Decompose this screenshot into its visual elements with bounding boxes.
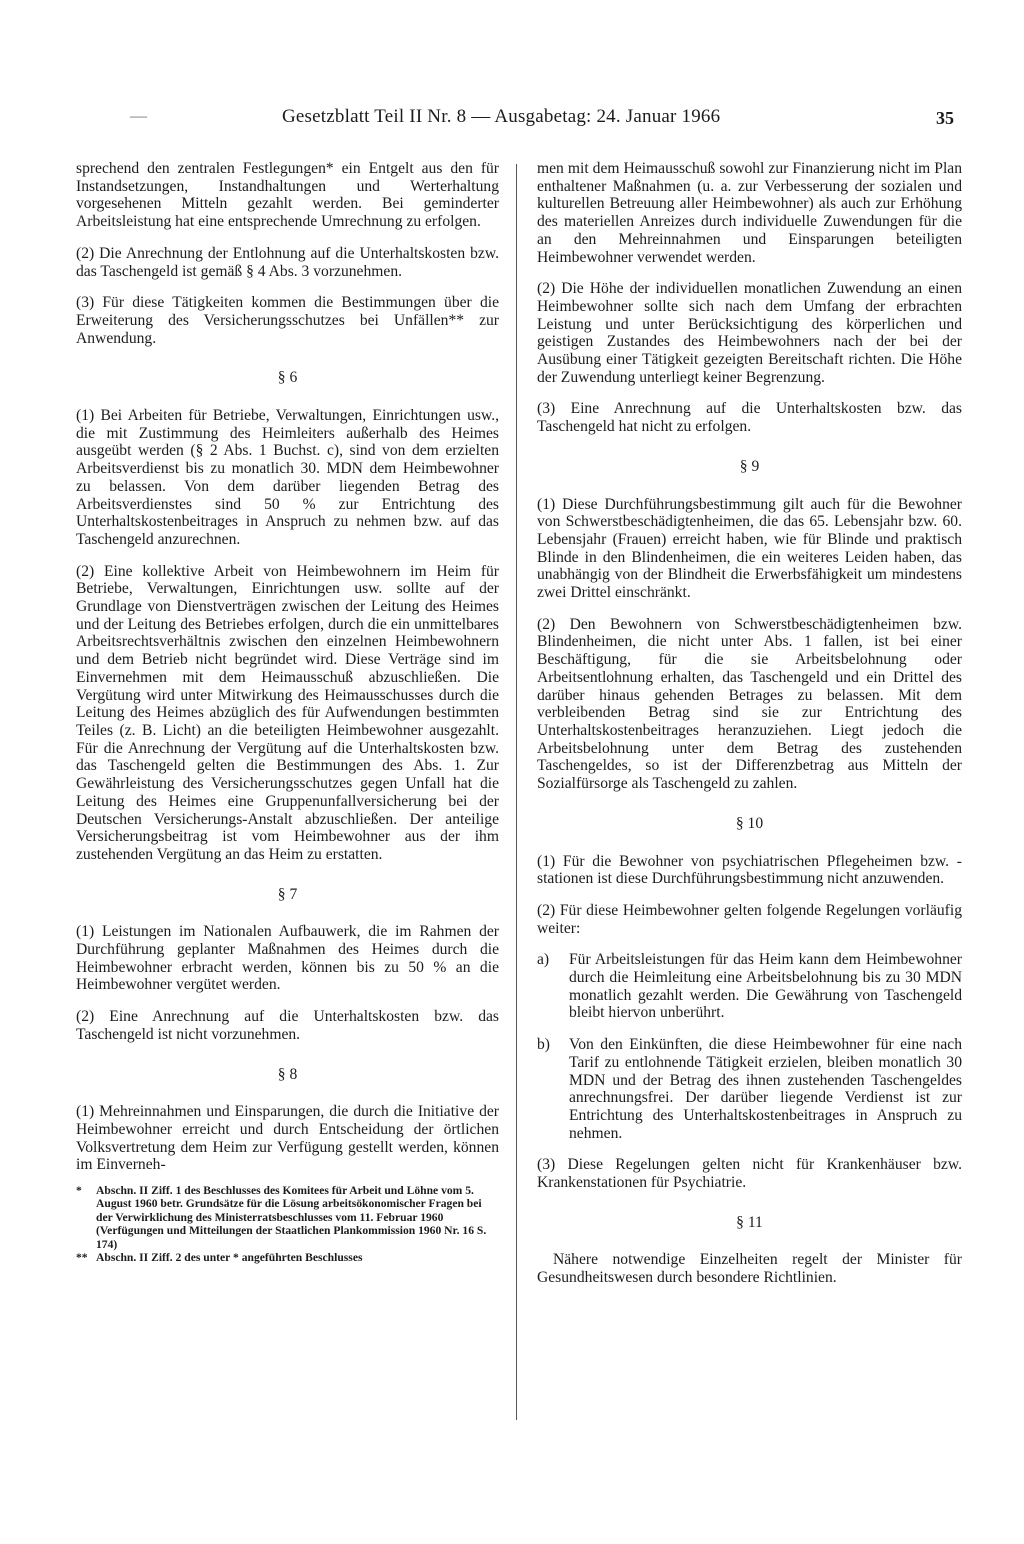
paragraph: (2) Eine kollektive Arbeit von Heimbewohnern im Heim für Betriebe, Verwaltungen, Einrichtungen usw. sollte auf der Grundlage von Dienstverträgen zwischen der Leitung des Heimes und der Leitung des Betriebes erfolgen, durch die ein unmittelbares Arbeitsrechtsverhältnis zwischen den einzelnen Heimbewohnern und dem Betrieb nicht begründet wird. Diese Verträge sind im Einvernehmen mit dem Heimausschuß abzuschließen. Die Vergütung wird unter Mitwirkung des Heimausschusses durch die Leitung des Heimes abzüglich des für Aufwendungen bestimmten Teiles (z. B. Licht) an die beteiligten Heimbewohner ausgezahlt. Für die Anrechnung der Vergütung auf die Unterhaltskosten bzw. das Taschengeld gelten die Bestimmungen des Abs. 1. Zur Gewährleistung des Versicherungsschutzes gegen Unfall hat die Leitung des Heimes eine Gruppenunfallversicherung bei der Deutschen Versicherungs-Anstalt abzuschließen. Der anteilige Versicherungsbeitrag ist vom Heimbewohner aus der ihm zustehenden Vergütung an das Heim zu erstatten. xyxy=(76,562,499,863)
paragraph: (1) Diese Durchführungsbestimmung gilt auch für die Bewohner von Schwerstbeschädigtenheimen, die das 65. Lebensjahr bzw. 60. Lebensjahr (Frauen) erreicht haben, wie für Blinde und praktisch Blinde in den Blindenheimen, die ein weiteres Leiden haben, das unabhängig von der Blindheit die Erwerbsfähigkeit um mindestens zwei Drittel einschränkt. xyxy=(537,495,962,602)
paragraph: (3) Diese Regelungen gelten nicht für Krankenhäuser bzw. Krankenstationen für Psychiatrie. xyxy=(537,1156,962,1192)
column-divider xyxy=(516,164,517,1420)
header-title: Gesetzblatt Teil II Nr. 8 — Ausgabetag: 24. Januar 1966 xyxy=(282,106,721,127)
paragraph: (2) Die Höhe der individuellen monatlichen Zuwendung an einen Heimbewohner sollte sich nach dem Umfang der erbrachten Leistung und unter Berücksichtigung des körperlichen und geistigen Zustandes des Heimbewohners nach der bei der Ausübung einer Tätigkeit gezeigten Bereitschaft richten. Die Höhe der Zuwendung unterliegt keiner Begrenzung. xyxy=(537,280,962,386)
footnote-mark: ** xyxy=(76,1251,88,1265)
section-heading-6: § 6 xyxy=(277,369,298,387)
section-heading-7: § 7 xyxy=(277,885,298,903)
left-column xyxy=(76,160,499,1264)
footnote xyxy=(76,1184,499,1251)
page-number: 35 xyxy=(936,108,954,128)
section-heading-10: § 10 xyxy=(735,814,764,832)
footnotes xyxy=(76,1184,499,1264)
footnote-mark: * xyxy=(76,1184,82,1198)
paragraph: (1) Für die Bewohner von psychiatrischen Pflegeheimen bzw. -stationen ist diese Durchführungsbestimmung nicht anzuwenden. xyxy=(537,852,962,888)
paragraph: (3) Für diese Tätigkeiten kommen die Bestimmungen über die Erweiterung des Versicherungsschutzes bei Unfällen** zur Anwendung. xyxy=(76,294,499,347)
list-text: Für Arbeitsleistungen für das Heim kann dem Heimbewohner durch die Heimleitung eine Arbeitsbelohnung bis zu 30 MDN monatlich gezahlt werden. Die Gewährung von Taschengeld bleibt hiervon unberührt. xyxy=(569,951,962,1022)
paragraph: (1) Bei Arbeiten für Betriebe, Verwaltungen, Einrichtungen usw., die mit Zustimmung des Heimleiters außerhalb des Heimes ausgeübt werden (§ 2 Abs. 1 Buchst. c), sind von dem erzielten Arbeitsverdienst bis zu monatlich 30. MDN dem Heimbewohner zu belassen. Von dem darüber liegenden Betrag des Arbeitsverdienstes sind 50 % zur Entrichtung des Unterhaltskostenbeitrages in Anspruch zu nehmen bzw. auf das Taschengeld anzurechnen. xyxy=(76,407,499,548)
paragraph: (2) Eine Anrechnung auf die Unterhaltskosten bzw. das Taschengeld ist nicht vorzunehmen. xyxy=(76,1008,499,1043)
header-dash: — xyxy=(130,106,147,125)
page-header xyxy=(0,106,1024,136)
paragraph: (2) Die Anrechnung der Entlohnung auf die Unterhaltskosten bzw. das Taschengeld ist gemäß § 4 Abs. 3 vorzunehmen. xyxy=(76,244,499,280)
section-heading-11: § 11 xyxy=(736,1213,763,1231)
list-text: Von den Einkünften, die diese Heimbewohner für eine nach Tarif zu entlohnende Tätigkeit erzielen, bleiben monatlich 30 MDN und der Betrag des ihnen zustehenden Taschengeldes anrechnungsfrei. Der darüber liegende Verdienst ist zur Entrichtung des Unterhaltskostenbeitrages in Anspruch zu nehmen. xyxy=(569,1036,962,1142)
paragraph: (2) Für diese Heimbewohner gelten folgende Regelungen vorläufig weiter: xyxy=(537,901,962,937)
paragraph: (1) Leistungen im Nationalen Aufbauwerk, die im Rahmen der Durchführung geplanter Maßnahmen des Heimes durch die Heimbewohner erbracht werden, können bis zu 50 % an die Heimbewohner vergütet werden. xyxy=(76,923,499,994)
paragraph: (3) Eine Anrechnung auf die Unterhaltskosten bzw. das Taschengeld hat nicht zu erfolgen. xyxy=(537,400,962,436)
paragraph: sprechend den zentralen Festlegungen* ein Entgelt aus den für Instandsetzungen, Instandhaltungen und Werterhaltung vorgesehenen Mitteln gezahlt werden. Bei geminderter Arbeitsleistung hat eine entsprechende Umrechnung zu erfolgen. xyxy=(76,160,499,231)
paragraph: (1) Mehreinnahmen und Einsparungen, die durch die Initiative der Heimbewohner erreicht und durch Entscheidung der örtlichen Volksvertretung dem Heim zur Verfügung gestellt werden, können im Einverneh- xyxy=(76,1103,499,1174)
right-column xyxy=(537,160,962,1287)
list-item xyxy=(537,1036,962,1142)
section-heading-8: § 8 xyxy=(277,1065,298,1083)
footnote xyxy=(76,1251,499,1264)
section-heading-9: § 9 xyxy=(739,457,760,475)
footnote-text: Abschn. II Ziff. 1 des Beschlusses des Komitees für Arbeit und Löhne vom 5. August 1960 betr. Grundsätze für die Lösung arbeitsökonomischer Fragen bei der Verwirklichung des Ministerratsbeschlusses vom 11. Februar 1960 (Verfügungen und Mitteilungen der Staatlichen Plankommission 1960 Nr. 16 S. 174) xyxy=(96,1184,487,1251)
paragraph: men mit dem Heimausschuß sowohl zur Finanzierung nicht im Plan enthaltener Maßnahmen (u. a. zur Verbesserung der sozialen und kulturellen Betreuung aller Heimbewohner) als auch zur Erhöhung des materiellen Anreizes durch individuelle Zuwendungen für die an den Mehreinnahmen und Einsparungen beteiligten Heimbewohner verwendet werden. xyxy=(537,160,962,266)
paragraph: (2) Den Bewohnern von Schwerstbeschädigtenheimen bzw. Blindenheimen, die nicht unter Abs. 1 fallen, ist bei einer Beschäftigung, für die sie Arbeitsbelohnung oder Arbeitsentlohnung erhalten, das Taschengeld und ein Drittel des darüber hinaus gehenden Betrages zu belassen. Mit dem verbleibenden Betrag sind sie zur Entrichtung des Unterhaltskostenbeitrages heranzuziehen. Liegt jedoch die Arbeitsbelohnung unter dem Betrag des zustehenden Taschengeldes, so ist der Differenzbetrag aus Mitteln der Sozialfürsorge als Taschengeld zu zahlen. xyxy=(537,615,962,793)
footnote-text: Abschn. II Ziff. 2 des unter * angeführten Beschlusses xyxy=(96,1251,363,1265)
list-label: b) xyxy=(537,1036,550,1054)
list-label: a) xyxy=(537,951,550,969)
list-item xyxy=(537,951,962,1022)
paragraph: Nähere notwendige Einzelheiten regelt der Minister für Gesundheitswesen durch besondere Richtlinien. xyxy=(537,1251,962,1287)
